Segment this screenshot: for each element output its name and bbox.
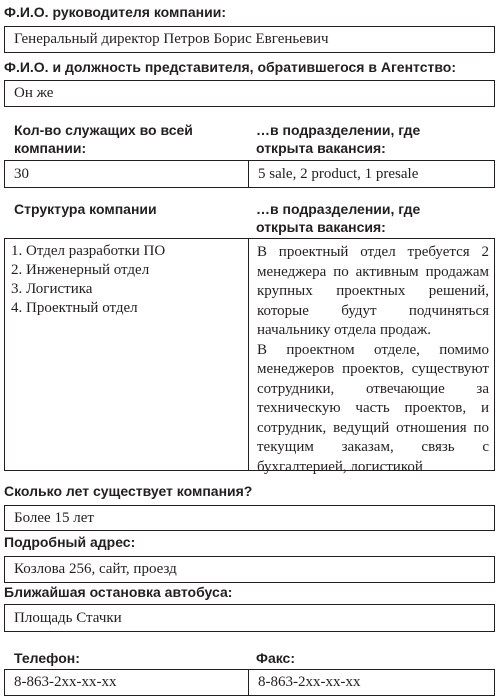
employees-division-value: 5 sale, 2 product, 1 presale xyxy=(258,166,419,182)
structure-division-label: …в подразделении, где открыта вакансия: xyxy=(256,201,421,235)
list-item: 3. Логистика xyxy=(11,281,93,297)
director-value: Генеральный директор Петров Борис Евгеньевич xyxy=(14,31,329,47)
age-value: Более 15 лет xyxy=(14,510,94,526)
employees-company-label: Кол-во служащих во всей компании: xyxy=(14,122,193,156)
address-label: Подробный адрес: xyxy=(4,534,136,550)
bus-stop-value: Площадь Стачки xyxy=(14,610,122,626)
list-item: 4. Проектный отдел xyxy=(11,300,138,316)
address-value: Козлова 256, сайт, проезд xyxy=(14,561,177,577)
phone-label: Телефон: xyxy=(14,650,80,666)
representative-field[interactable] xyxy=(4,80,495,107)
bus-stop-label: Ближайшая остановка автобуса: xyxy=(4,584,233,600)
contacts-divider xyxy=(248,669,249,696)
phone-value: 8-863-2xx-xx-xx xyxy=(14,674,117,690)
employees-company-value: 30 xyxy=(14,166,29,182)
employees-division-label: …в подразделении, где открыта вакансия: xyxy=(256,122,421,156)
structure-company-label: Структура компании xyxy=(14,201,157,217)
division-paragraph: В проектном отделе, помимо менеджеров проектов, существуют сотрудники, отвечающие за техническую часть проектов, и сотрудник, ведущий отношения по текущим заказам, связь с бухгалтерией, логистикой xyxy=(257,341,489,475)
director-label: Ф.И.О. руководителя компании: xyxy=(4,4,226,20)
structure-divider xyxy=(248,238,249,471)
division-paragraph: В проектный отдел требуется 2 менеджера по активным продажам крупных проектных решений, которые будут подчиняться начальнику отдела продаж. xyxy=(257,244,489,338)
age-label: Сколько лет существует компания? xyxy=(4,483,253,499)
employees-divider xyxy=(248,160,249,188)
fax-label: Факс: xyxy=(256,650,296,666)
list-item: 1. Отдел разработки ПО xyxy=(11,243,166,259)
employees-field[interactable] xyxy=(4,160,495,188)
representative-value: Он же xyxy=(14,85,54,101)
representative-label: Ф.И.О. и должность представителя, обратившегося в Агентство: xyxy=(4,59,456,75)
fax-value: 8-863-2xx-xx-xx xyxy=(258,674,361,690)
division-description xyxy=(257,243,489,477)
list-item: 2. Инженерный отдел xyxy=(11,262,150,278)
departments-list xyxy=(11,242,165,318)
